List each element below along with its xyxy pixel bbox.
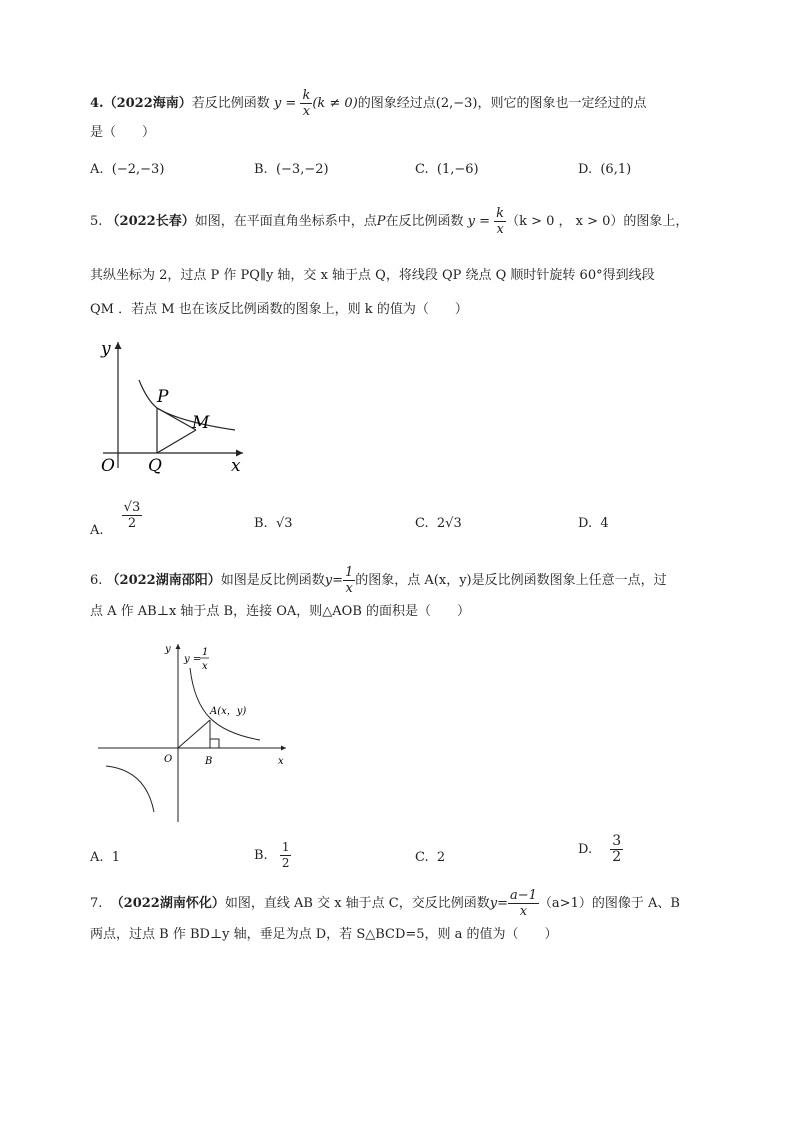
q6-fraction xyxy=(343,565,355,596)
frac-num: 1 xyxy=(281,840,290,854)
q5-option-b[interactable] xyxy=(254,516,293,531)
q4-fraction xyxy=(300,88,312,119)
q5-line2: 其纵坐标为 2，过点 P 作 PQ∥y 轴，交 x 轴于点 Q，将线段 QP 绕点 Q 顺时针旋转 60°得到线段 xyxy=(90,268,655,283)
frac-num: √3 xyxy=(123,500,141,515)
option-label: A. xyxy=(90,850,104,865)
q6-option-c[interactable] xyxy=(415,850,445,865)
q5-label-p: P xyxy=(157,387,169,407)
q6-line2: 点 A 作 AB⊥x 轴于点 B，连接 OA，则△AOB 的面积是（ ） xyxy=(90,604,471,619)
q6-func-den: x xyxy=(202,661,208,672)
q6-number: 6. xyxy=(90,573,103,588)
q6-label-b: B xyxy=(205,756,213,767)
option-value: 2 xyxy=(436,850,446,865)
q6-curve-right xyxy=(190,668,260,740)
q6-label-o: O xyxy=(164,754,173,765)
option-label: B. xyxy=(254,162,268,177)
q4-stem-b: 的图象经过点 xyxy=(357,96,436,111)
q4-cond: (k ≠ 0) xyxy=(312,96,358,111)
q6-func-label: y = xyxy=(184,654,202,665)
option-label: B. xyxy=(254,848,268,863)
q7-stem-a: 如图，直线 AB 交 x 轴于点 C，交反比例函数 xyxy=(224,896,490,911)
q4-stem-a: 若反比例函数 xyxy=(191,96,270,111)
q5-fraction xyxy=(494,206,506,237)
q5-label-x: x xyxy=(231,456,241,476)
q4-stem-c: ，则它的图象也一定经过的点 xyxy=(477,96,647,111)
q7-source: （2022湖南怀化） xyxy=(110,896,225,911)
option-label: A. xyxy=(90,162,104,177)
option-value: (−2,−3) xyxy=(111,162,165,177)
frac-den: 2 xyxy=(127,516,137,531)
option-value: (1,−6) xyxy=(436,162,479,177)
q5-segment-pm xyxy=(157,408,196,430)
q7-line2: 两点，过点 B 作 BD⊥y 轴，垂足为点 D，若 S△BCD=5，则 a 的值为（ ） xyxy=(90,927,558,942)
q4-number: 4. xyxy=(90,96,104,111)
q6-line1 xyxy=(90,565,667,596)
q5-source: （2022长春） xyxy=(106,214,195,229)
frac-num: 3 xyxy=(612,833,622,849)
q7-fraction xyxy=(508,888,539,919)
q6-func-lhs: y= xyxy=(324,573,343,588)
q5-line1 xyxy=(90,206,688,237)
q5-figure xyxy=(95,338,255,478)
q5-frac-den: x xyxy=(496,222,504,237)
q6-label-a: A(x，y) xyxy=(210,706,247,717)
option-label: B. xyxy=(254,516,268,531)
option-value: (6,1) xyxy=(600,162,632,177)
q4-func-lhs: y = xyxy=(273,96,297,111)
q6-option-b-fraction xyxy=(280,840,292,871)
q5-cond: （k > 0 ， x > 0）的图象上， xyxy=(506,214,689,229)
frac-den: 2 xyxy=(612,849,622,865)
q4-option-a[interactable] xyxy=(90,162,164,177)
option-value: (−3,−2) xyxy=(275,162,329,177)
q4-line2: 是（ ） xyxy=(90,125,156,140)
q7-number: 7. xyxy=(90,896,103,911)
option-value: 1 xyxy=(111,850,121,865)
q6-right-angle xyxy=(210,739,219,748)
q7-stem-b: （a>1）的图像于 A、B xyxy=(538,896,680,911)
option-label: C. xyxy=(415,516,429,531)
q5-frac-num: k xyxy=(496,206,505,221)
q5-option-a[interactable] xyxy=(90,500,142,538)
q5-stem-a: 如图，在平面直角坐标系中，点 xyxy=(194,214,377,229)
q6-func-num: 1 xyxy=(202,647,209,658)
option-label: A. xyxy=(90,523,104,538)
q4-line1 xyxy=(90,88,647,119)
q7-frac-num: a−1 xyxy=(510,888,537,903)
q4-option-b[interactable] xyxy=(254,162,329,177)
q6-frac-den: x xyxy=(345,581,353,596)
q5-label-m: M xyxy=(192,413,210,433)
q5-number: 5. xyxy=(90,214,103,229)
option-label: C. xyxy=(415,850,429,865)
q6-option-d[interactable] xyxy=(578,834,623,865)
q7-func-lhs: y= xyxy=(489,896,508,911)
q4-option-d[interactable] xyxy=(578,162,631,177)
q4-option-c[interactable] xyxy=(415,162,479,177)
q4-frac-den: x xyxy=(302,104,311,119)
option-value: 4 xyxy=(600,516,609,531)
option-label: D. xyxy=(578,842,593,857)
q5-line3: QM ．若点 M 也在该反比例函数的图象上，则 k 的值为（ ） xyxy=(90,302,468,317)
q6-label-y: y xyxy=(165,644,171,655)
option-label: D. xyxy=(578,516,593,531)
q6-option-d-fraction xyxy=(610,834,623,865)
frac-den: 2 xyxy=(281,856,290,870)
q4-point: (2,−3) xyxy=(435,96,478,111)
q5-label-y: y xyxy=(101,339,111,359)
option-label: C. xyxy=(415,162,429,177)
q6-label-x: x xyxy=(278,756,284,767)
q5-segment-qm xyxy=(157,430,196,453)
q5-stem-b: 在反比例函数 xyxy=(385,214,464,229)
option-label: D. xyxy=(578,162,593,177)
q5-label-q: Q xyxy=(148,456,162,476)
q5-option-d[interactable] xyxy=(578,516,609,531)
q6-option-a[interactable] xyxy=(90,850,120,865)
q6-figure xyxy=(96,640,296,825)
q6-stem-b: 的图象，点 A(x，y)是反比例函数图象上任意一点，过 xyxy=(355,573,667,588)
q7-line1 xyxy=(90,888,680,919)
q5-curve xyxy=(139,380,235,430)
q5-option-c[interactable] xyxy=(415,516,462,531)
q6-segment-oa xyxy=(178,720,210,748)
q6-frac-num: 1 xyxy=(345,565,354,580)
q7-frac-den: x xyxy=(519,904,528,919)
q5-func-lhs: y = xyxy=(467,214,491,229)
q6-stem-a: 如图是反比例函数 xyxy=(220,573,325,588)
q6-option-b[interactable] xyxy=(254,840,291,871)
q5-option-a-fraction xyxy=(122,500,143,531)
q5-label-o: O xyxy=(101,456,115,476)
q4-frac-num: k xyxy=(302,88,311,103)
q6-curve-left xyxy=(106,766,154,812)
q6-source: （2022湖南邵阳） xyxy=(106,573,221,588)
option-value: √3 xyxy=(275,516,293,531)
q5-point-p: P xyxy=(376,214,386,229)
option-value: 2√3 xyxy=(436,516,462,531)
q4-source: （2022海南） xyxy=(103,96,192,111)
